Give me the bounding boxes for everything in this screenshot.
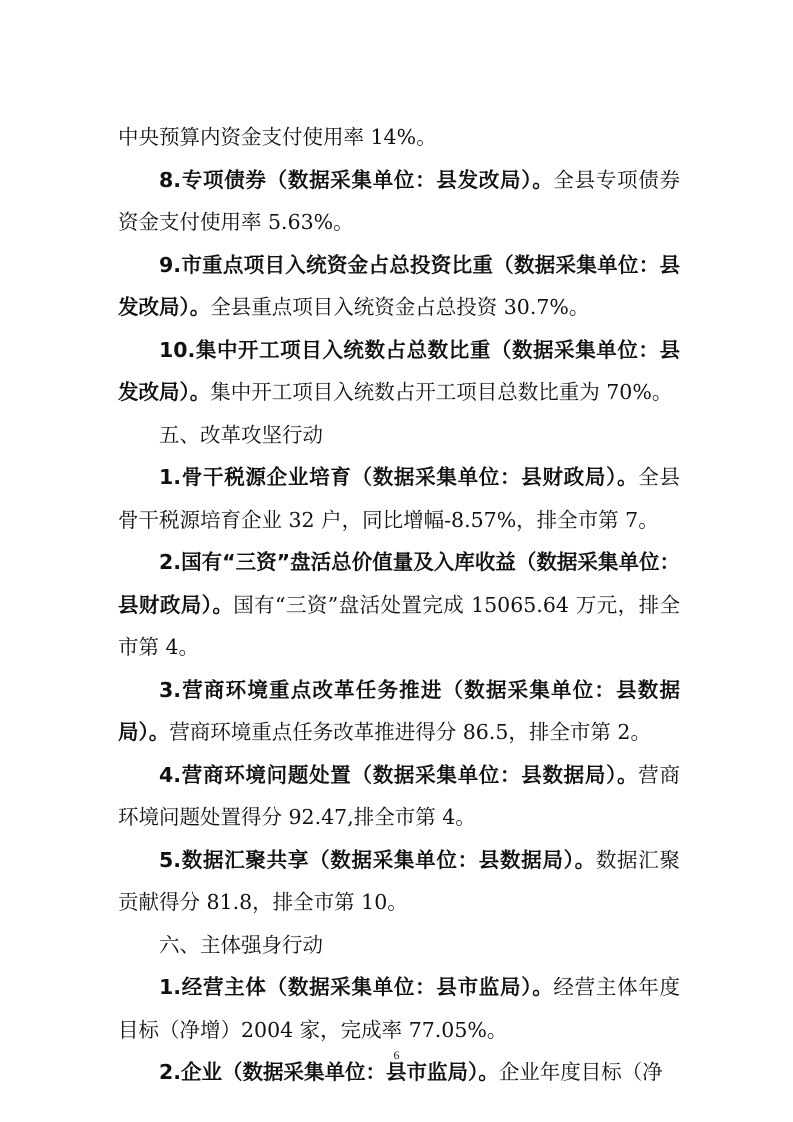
section-title: 五、改革攻坚行动 — [159, 422, 323, 447]
paragraph-text: 全县重点项目入统资金占总投资 30.7%。 — [210, 295, 590, 319]
document-body — [118, 116, 680, 1094]
paragraph-2 — [118, 159, 680, 244]
paragraph-text: 经营主体年度目标（净增）2004 家，完成率 77.05%。 — [118, 975, 681, 1042]
section-title: 六、主体强身行动 — [159, 932, 323, 957]
paragraph-10 — [118, 839, 680, 924]
section-heading-entities — [118, 924, 680, 967]
paragraph-9 — [118, 754, 680, 839]
paragraph-heading: 1.骨干税源企业培育（数据采集单位：县财政局）。 — [159, 465, 639, 489]
paragraph-heading: 2.企业（数据采集单位：县市监局）。 — [159, 1060, 499, 1084]
paragraph-4 — [118, 329, 680, 414]
paragraph-heading: 1.经营主体（数据采集单位：县市监局）。 — [159, 975, 554, 999]
paragraph-text: 集中开工项目入统数占开工项目总数比重为 70%。 — [210, 380, 673, 404]
section-heading-reform — [118, 414, 680, 457]
paragraph-6 — [118, 456, 680, 541]
paragraph-heading: 4.营商环境问题处置（数据采集单位：县数据局）。 — [159, 762, 639, 787]
paragraph-text: 中央预算内资金支付使用率 14%。 — [118, 125, 437, 149]
paragraph-text: 全县骨干税源培育企业 32 户，同比增幅-8.57%，排全市第 7。 — [118, 465, 680, 532]
paragraph-8 — [118, 669, 680, 754]
paragraph-3 — [118, 244, 680, 329]
paragraph-heading: 2.国有“三资”盘活总价值量及入库收益（数据采集单位：县财政局）。 — [118, 550, 680, 617]
paragraph-text: 企业年度目标（净 — [498, 1060, 663, 1084]
paragraph-text: 营商环境重点任务改革推进得分 86.5，排全市第 2。 — [169, 720, 651, 744]
paragraph-heading: 3.营商环境重点改革任务推进（数据采集单位：县数据局）。 — [118, 677, 680, 744]
paragraph-12 — [118, 966, 680, 1051]
page-number: 6 — [393, 1048, 400, 1062]
paragraph-1 — [118, 116, 680, 159]
paragraph-text: 国有“三资”盘活处置完成 15065.64 万元，排全市第 4。 — [118, 592, 680, 659]
paragraph-text: 营商环境问题处置得分 92.47,排全市第 4。 — [118, 762, 680, 829]
paragraph-7 — [118, 541, 680, 669]
paragraph-text: 数据汇聚贡献得分 81.8，排全市第 10。 — [118, 847, 680, 914]
paragraph-text: 全县专项债券资金支付使用率 5.63%。 — [118, 167, 681, 234]
paragraph-heading: 9.市重点项目入统资金占总投资比重（数据采集单位：县发改局）。 — [118, 252, 680, 319]
paragraph-heading: 5.数据汇聚共享（数据采集单位：县数据局）。 — [159, 847, 596, 872]
paragraph-heading: 8.专项债券（数据采集单位：县发改局）。 — [159, 167, 554, 192]
paragraph-heading: 10.集中开工项目入统数占总数比重（数据采集单位：县发改局）。 — [118, 337, 680, 404]
